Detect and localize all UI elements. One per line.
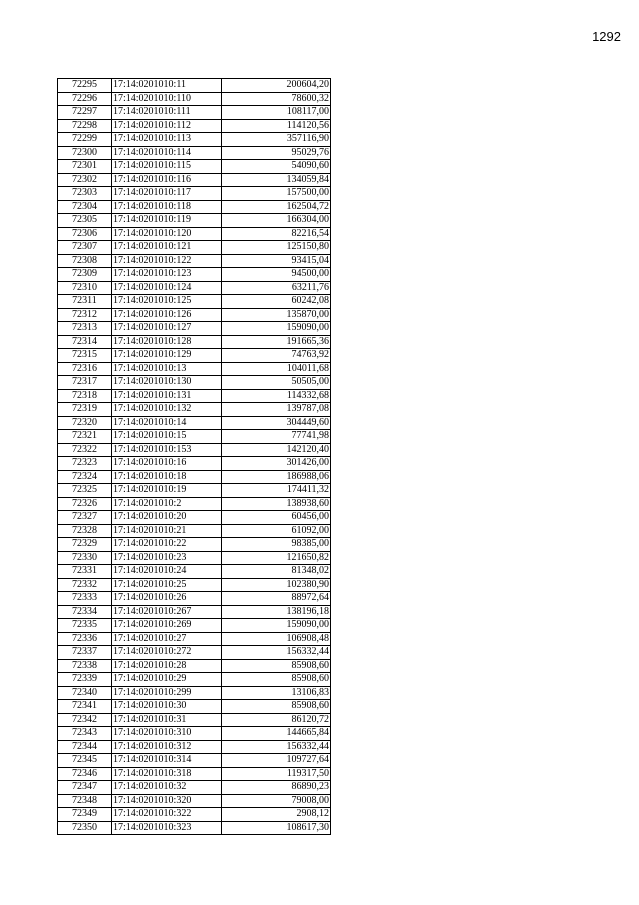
cadastral-number-cell: 17:14:0201010:26 — [112, 592, 222, 606]
cadastral-number-cell: 17:14:0201010:132 — [112, 403, 222, 417]
cadastral-number-cell: 17:14:0201010:32 — [112, 781, 222, 795]
row-number-cell: 72303 — [58, 187, 112, 201]
row-number-cell: 72317 — [58, 376, 112, 390]
table-row — [58, 200, 331, 214]
value-cell: 60242,08 — [222, 295, 331, 309]
row-number-cell: 72349 — [58, 808, 112, 822]
row-number-cell: 72296 — [58, 92, 112, 106]
table-row — [58, 349, 331, 363]
value-cell: 108617,30 — [222, 821, 331, 835]
value-cell: 61092,00 — [222, 524, 331, 538]
cadastral-number-cell: 17:14:0201010:153 — [112, 443, 222, 457]
cadastral-number-cell: 17:14:0201010:310 — [112, 727, 222, 741]
registry-table-body — [58, 79, 331, 835]
value-cell: 174411,32 — [222, 484, 331, 498]
row-number-cell: 72338 — [58, 659, 112, 673]
cadastral-number-cell: 17:14:0201010:117 — [112, 187, 222, 201]
row-number-cell: 72344 — [58, 740, 112, 754]
value-cell: 54090,60 — [222, 160, 331, 174]
row-number-cell: 72311 — [58, 295, 112, 309]
row-number-cell: 72336 — [58, 632, 112, 646]
value-cell: 186988,06 — [222, 470, 331, 484]
cadastral-number-cell: 17:14:0201010:130 — [112, 376, 222, 390]
table-row — [58, 268, 331, 282]
cadastral-number-cell: 17:14:0201010:25 — [112, 578, 222, 592]
table-row — [58, 700, 331, 714]
cadastral-number-cell: 17:14:0201010:125 — [112, 295, 222, 309]
row-number-cell: 72305 — [58, 214, 112, 228]
cadastral-number-cell: 17:14:0201010:112 — [112, 119, 222, 133]
table-row — [58, 821, 331, 835]
row-number-cell: 72295 — [58, 79, 112, 93]
row-number-cell: 72342 — [58, 713, 112, 727]
table-row — [58, 308, 331, 322]
value-cell: 138196,18 — [222, 605, 331, 619]
value-cell: 86120,72 — [222, 713, 331, 727]
value-cell: 108117,00 — [222, 106, 331, 120]
table-row — [58, 322, 331, 336]
row-number-cell: 72322 — [58, 443, 112, 457]
cadastral-number-cell: 17:14:0201010:19 — [112, 484, 222, 498]
value-cell: 63211,76 — [222, 281, 331, 295]
row-number-cell: 72299 — [58, 133, 112, 147]
table-row — [58, 119, 331, 133]
table-row — [58, 457, 331, 471]
value-cell: 159090,00 — [222, 322, 331, 336]
cadastral-number-cell: 17:14:0201010:14 — [112, 416, 222, 430]
table-row — [58, 754, 331, 768]
table-row — [58, 565, 331, 579]
value-cell: 95029,76 — [222, 146, 331, 160]
value-cell: 78600,32 — [222, 92, 331, 106]
table-row — [58, 281, 331, 295]
value-cell: 60456,00 — [222, 511, 331, 525]
row-number-cell: 72320 — [58, 416, 112, 430]
row-number-cell: 72340 — [58, 686, 112, 700]
value-cell: 159090,00 — [222, 619, 331, 633]
table-row — [58, 713, 331, 727]
row-number-cell: 72346 — [58, 767, 112, 781]
table-row — [58, 92, 331, 106]
row-number-cell: 72310 — [58, 281, 112, 295]
table-row — [58, 551, 331, 565]
cadastral-number-cell: 17:14:0201010:131 — [112, 389, 222, 403]
value-cell: 93415,04 — [222, 254, 331, 268]
cadastral-number-cell: 17:14:0201010:318 — [112, 767, 222, 781]
row-number-cell: 72300 — [58, 146, 112, 160]
row-number-cell: 72309 — [58, 268, 112, 282]
cadastral-number-cell: 17:14:0201010:114 — [112, 146, 222, 160]
table-row — [58, 605, 331, 619]
table-row — [58, 470, 331, 484]
value-cell: 301426,00 — [222, 457, 331, 471]
row-number-cell: 72330 — [58, 551, 112, 565]
page-number: 1292 — [592, 29, 621, 44]
cadastral-number-cell: 17:14:0201010:31 — [112, 713, 222, 727]
cadastral-number-cell: 17:14:0201010:123 — [112, 268, 222, 282]
row-number-cell: 72313 — [58, 322, 112, 336]
value-cell: 119317,50 — [222, 767, 331, 781]
row-number-cell: 72326 — [58, 497, 112, 511]
table-row — [58, 794, 331, 808]
cadastral-number-cell: 17:14:0201010:128 — [112, 335, 222, 349]
table-row — [58, 214, 331, 228]
cadastral-number-cell: 17:14:0201010:110 — [112, 92, 222, 106]
table-row — [58, 295, 331, 309]
value-cell: 50505,00 — [222, 376, 331, 390]
row-number-cell: 72339 — [58, 673, 112, 687]
row-number-cell: 72321 — [58, 430, 112, 444]
value-cell: 200604,20 — [222, 79, 331, 93]
value-cell: 142120,40 — [222, 443, 331, 457]
table-row — [58, 443, 331, 457]
row-number-cell: 72332 — [58, 578, 112, 592]
value-cell: 121650,82 — [222, 551, 331, 565]
cadastral-number-cell: 17:14:0201010:272 — [112, 646, 222, 660]
cadastral-number-cell: 17:14:0201010:20 — [112, 511, 222, 525]
cadastral-number-cell: 17:14:0201010:115 — [112, 160, 222, 174]
row-number-cell: 72302 — [58, 173, 112, 187]
cadastral-number-cell: 17:14:0201010:18 — [112, 470, 222, 484]
cadastral-number-cell: 17:14:0201010:116 — [112, 173, 222, 187]
value-cell: 114120,56 — [222, 119, 331, 133]
table-row — [58, 362, 331, 376]
row-number-cell: 72350 — [58, 821, 112, 835]
value-cell: 139787,08 — [222, 403, 331, 417]
registry-table — [57, 78, 331, 835]
cadastral-number-cell: 17:14:0201010:16 — [112, 457, 222, 471]
row-number-cell: 72331 — [58, 565, 112, 579]
value-cell: 135870,00 — [222, 308, 331, 322]
cadastral-number-cell: 17:14:0201010:13 — [112, 362, 222, 376]
row-number-cell: 72306 — [58, 227, 112, 241]
row-number-cell: 72327 — [58, 511, 112, 525]
table-row — [58, 254, 331, 268]
row-number-cell: 72324 — [58, 470, 112, 484]
row-number-cell: 72314 — [58, 335, 112, 349]
value-cell: 79008,00 — [222, 794, 331, 808]
row-number-cell: 72329 — [58, 538, 112, 552]
cadastral-number-cell: 17:14:0201010:267 — [112, 605, 222, 619]
table-row — [58, 727, 331, 741]
value-cell: 191665,36 — [222, 335, 331, 349]
cadastral-number-cell: 17:14:0201010:314 — [112, 754, 222, 768]
row-number-cell: 72298 — [58, 119, 112, 133]
table-row — [58, 430, 331, 444]
table-row — [58, 160, 331, 174]
row-number-cell: 72337 — [58, 646, 112, 660]
row-number-cell: 72323 — [58, 457, 112, 471]
value-cell: 102380,90 — [222, 578, 331, 592]
row-number-cell: 72328 — [58, 524, 112, 538]
value-cell: 125150,80 — [222, 241, 331, 255]
row-number-cell: 72345 — [58, 754, 112, 768]
row-number-cell: 72325 — [58, 484, 112, 498]
table-row — [58, 740, 331, 754]
cadastral-number-cell: 17:14:0201010:124 — [112, 281, 222, 295]
row-number-cell: 72308 — [58, 254, 112, 268]
value-cell: 162504,72 — [222, 200, 331, 214]
cadastral-number-cell: 17:14:0201010:29 — [112, 673, 222, 687]
cadastral-number-cell: 17:14:0201010:24 — [112, 565, 222, 579]
row-number-cell: 72334 — [58, 605, 112, 619]
table-row — [58, 511, 331, 525]
row-number-cell: 72343 — [58, 727, 112, 741]
table-row — [58, 808, 331, 822]
value-cell: 156332,44 — [222, 646, 331, 660]
cadastral-number-cell: 17:14:0201010:15 — [112, 430, 222, 444]
row-number-cell: 72318 — [58, 389, 112, 403]
row-number-cell: 72316 — [58, 362, 112, 376]
cadastral-number-cell: 17:14:0201010:122 — [112, 254, 222, 268]
row-number-cell: 72312 — [58, 308, 112, 322]
value-cell: 77741,98 — [222, 430, 331, 444]
cadastral-number-cell: 17:14:0201010:11 — [112, 79, 222, 93]
cadastral-number-cell: 17:14:0201010:121 — [112, 241, 222, 255]
value-cell: 114332,68 — [222, 389, 331, 403]
table-row — [58, 227, 331, 241]
value-cell: 74763,92 — [222, 349, 331, 363]
value-cell: 13106,83 — [222, 686, 331, 700]
row-number-cell: 72297 — [58, 106, 112, 120]
table-row — [58, 241, 331, 255]
cadastral-number-cell: 17:14:0201010:323 — [112, 821, 222, 835]
value-cell: 304449,60 — [222, 416, 331, 430]
value-cell: 166304,00 — [222, 214, 331, 228]
value-cell: 98385,00 — [222, 538, 331, 552]
row-number-cell: 72347 — [58, 781, 112, 795]
row-number-cell: 72335 — [58, 619, 112, 633]
table-row — [58, 403, 331, 417]
table-row — [58, 173, 331, 187]
cadastral-number-cell: 17:14:0201010:21 — [112, 524, 222, 538]
value-cell: 85908,60 — [222, 700, 331, 714]
value-cell: 109727,64 — [222, 754, 331, 768]
cadastral-number-cell: 17:14:0201010:30 — [112, 700, 222, 714]
row-number-cell: 72307 — [58, 241, 112, 255]
cadastral-number-cell: 17:14:0201010:126 — [112, 308, 222, 322]
cadastral-number-cell: 17:14:0201010:2 — [112, 497, 222, 511]
value-cell: 106908,48 — [222, 632, 331, 646]
value-cell: 144665,84 — [222, 727, 331, 741]
cadastral-number-cell: 17:14:0201010:28 — [112, 659, 222, 673]
cadastral-number-cell: 17:14:0201010:111 — [112, 106, 222, 120]
value-cell: 81348,02 — [222, 565, 331, 579]
table-row — [58, 187, 331, 201]
value-cell: 94500,00 — [222, 268, 331, 282]
cadastral-number-cell: 17:14:0201010:119 — [112, 214, 222, 228]
value-cell: 157500,00 — [222, 187, 331, 201]
table-row — [58, 619, 331, 633]
table-row — [58, 673, 331, 687]
table-row — [58, 146, 331, 160]
table-row — [58, 524, 331, 538]
cadastral-number-cell: 17:14:0201010:27 — [112, 632, 222, 646]
row-number-cell: 72333 — [58, 592, 112, 606]
value-cell: 2908,12 — [222, 808, 331, 822]
value-cell: 86890,23 — [222, 781, 331, 795]
cadastral-number-cell: 17:14:0201010:23 — [112, 551, 222, 565]
table-row — [58, 484, 331, 498]
value-cell: 85908,60 — [222, 659, 331, 673]
row-number-cell: 72315 — [58, 349, 112, 363]
row-number-cell: 72304 — [58, 200, 112, 214]
value-cell: 138938,60 — [222, 497, 331, 511]
table-row — [58, 376, 331, 390]
cadastral-number-cell: 17:14:0201010:320 — [112, 794, 222, 808]
value-cell: 104011,68 — [222, 362, 331, 376]
table-row — [58, 659, 331, 673]
value-cell: 357116,90 — [222, 133, 331, 147]
table-row — [58, 133, 331, 147]
cadastral-number-cell: 17:14:0201010:299 — [112, 686, 222, 700]
cadastral-number-cell: 17:14:0201010:129 — [112, 349, 222, 363]
cadastral-number-cell: 17:14:0201010:312 — [112, 740, 222, 754]
table-row — [58, 686, 331, 700]
row-number-cell: 72341 — [58, 700, 112, 714]
row-number-cell: 72319 — [58, 403, 112, 417]
cadastral-number-cell: 17:14:0201010:118 — [112, 200, 222, 214]
cadastral-number-cell: 17:14:0201010:120 — [112, 227, 222, 241]
table-row — [58, 106, 331, 120]
table-row — [58, 646, 331, 660]
table-row — [58, 632, 331, 646]
cadastral-number-cell: 17:14:0201010:322 — [112, 808, 222, 822]
cadastral-number-cell: 17:14:0201010:127 — [112, 322, 222, 336]
table-row — [58, 335, 331, 349]
table-row — [58, 592, 331, 606]
cadastral-number-cell: 17:14:0201010:269 — [112, 619, 222, 633]
value-cell: 82216,54 — [222, 227, 331, 241]
table-row — [58, 538, 331, 552]
value-cell: 134059,84 — [222, 173, 331, 187]
table-row — [58, 79, 331, 93]
table-row — [58, 389, 331, 403]
table-row — [58, 578, 331, 592]
cadastral-number-cell: 17:14:0201010:22 — [112, 538, 222, 552]
table-row — [58, 497, 331, 511]
value-cell: 88972,64 — [222, 592, 331, 606]
cadastral-number-cell: 17:14:0201010:113 — [112, 133, 222, 147]
table-row — [58, 767, 331, 781]
row-number-cell: 72348 — [58, 794, 112, 808]
row-number-cell: 72301 — [58, 160, 112, 174]
table-row — [58, 781, 331, 795]
table-row — [58, 416, 331, 430]
value-cell: 85908,60 — [222, 673, 331, 687]
value-cell: 156332,44 — [222, 740, 331, 754]
